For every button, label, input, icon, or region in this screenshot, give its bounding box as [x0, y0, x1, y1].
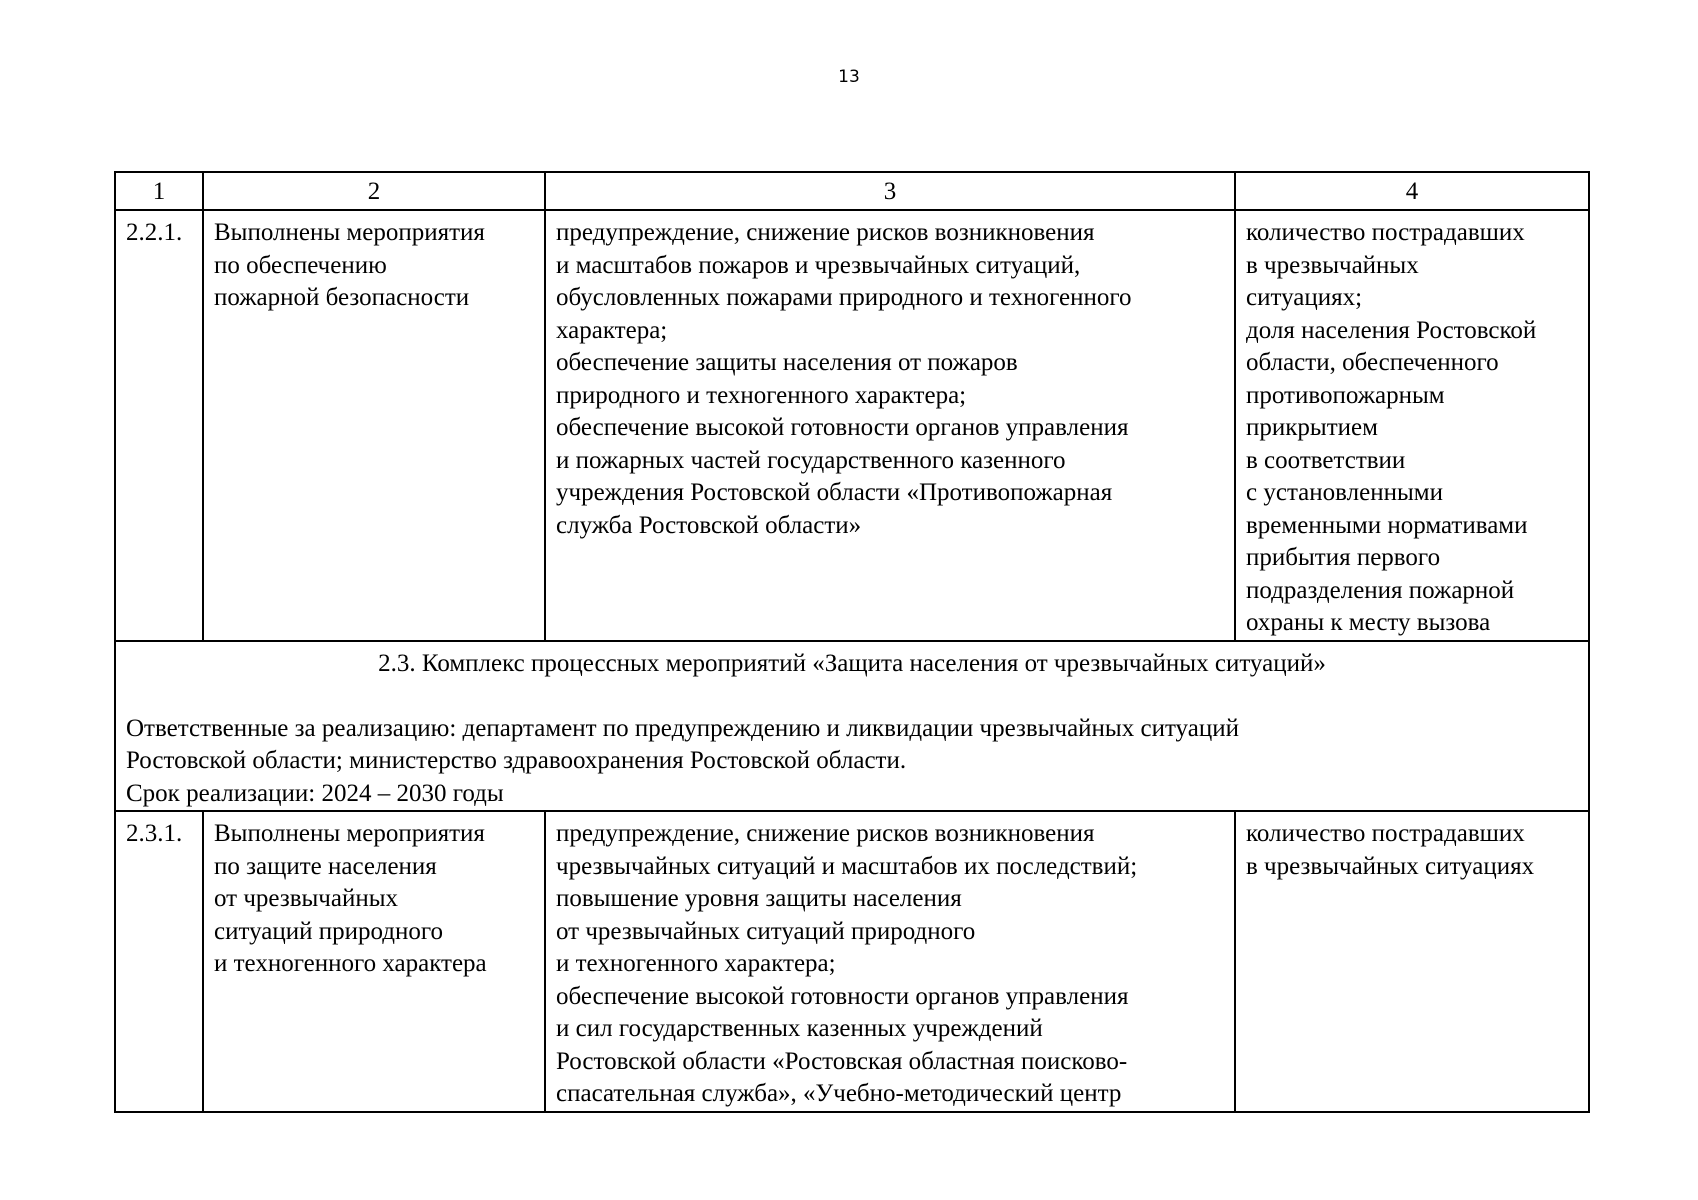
cell-line: спасательная служба», «Учебно-методический центр — [556, 1080, 1122, 1107]
measure-description-cell — [545, 811, 1235, 1112]
cell-line: в чрезвычайных — [1246, 251, 1419, 279]
measures-table — [114, 171, 1590, 1113]
table-header-row — [115, 172, 1589, 210]
cell-line: предупреждение, снижение рисков возникновения — [556, 820, 1095, 847]
cell-line: доля населения Ростовской — [1246, 316, 1537, 344]
row-number: 2.3.1. — [115, 811, 203, 1112]
measure-description-cell — [545, 210, 1235, 641]
section-title: 2.3. Комплекс процессных мероприятий «Защита населения от чрезвычайных ситуаций» — [378, 649, 1326, 677]
measure-name-cell — [203, 210, 545, 641]
cell-line: Ростовской области «Ростовская областная поисково- — [556, 1047, 1128, 1075]
cell-line: от чрезвычайных — [214, 885, 399, 912]
cell-line: обеспечение высокой готовности органов управления — [556, 982, 1129, 1010]
cell-line: ситуаций природного — [214, 917, 443, 945]
cell-line: по обеспечению — [214, 251, 387, 279]
cell-line: Выполнены мероприятия — [214, 820, 485, 847]
header-col-1: 1 — [115, 172, 203, 210]
cell-line: Выполнены мероприятия — [214, 219, 485, 246]
section-line: Срок реализации: 2024 – 2030 годы — [126, 779, 504, 807]
indicator-cell — [1235, 210, 1589, 641]
header-col-2: 2 — [203, 172, 545, 210]
cell-line: от чрезвычайных ситуаций природного — [556, 917, 976, 945]
measure-name-cell — [203, 811, 545, 1112]
cell-line: в чрезвычайных ситуациях — [1246, 852, 1535, 880]
cell-line: обеспечение высокой готовности органов управления — [556, 414, 1129, 441]
cell-line: с установленными — [1246, 479, 1443, 506]
cell-line: обеспечение защиты населения от пожаров — [556, 349, 1018, 376]
cell-line: и пожарных частей государственного казенного — [556, 446, 1066, 474]
cell-line: предупреждение, снижение рисков возникновения — [556, 219, 1095, 246]
cell-line: области, обеспеченного — [1246, 349, 1499, 376]
cell-line: ситуациях; — [1246, 284, 1363, 311]
cell-line: количество пострадавших — [1246, 820, 1525, 847]
table-row-2-2-1 — [115, 210, 1589, 641]
cell-line: повышение уровня защиты населения — [556, 885, 962, 912]
cell-line: чрезвычайных ситуаций и масштабов их последствий; — [556, 852, 1138, 880]
page-number: 13 — [838, 67, 860, 87]
cell-line: пожарной безопасности — [214, 284, 470, 311]
cell-line: прикрытием — [1246, 414, 1378, 441]
cell-line: подразделения пожарной — [1246, 576, 1515, 604]
table-row-2-3-1 — [115, 811, 1589, 1112]
cell-line: количество пострадавших — [1246, 219, 1525, 246]
cell-line: охраны к месту вызова — [1246, 609, 1491, 636]
cell-line: в соответствии — [1246, 446, 1406, 474]
cell-line: и сил государственных казенных учреждений — [556, 1015, 1043, 1042]
cell-line: природного и техногенного характера; — [556, 381, 967, 409]
section-row-2-3 — [115, 641, 1589, 812]
indicator-cell — [1235, 811, 1589, 1112]
header-col-4: 4 — [1235, 172, 1589, 210]
cell-line: временными нормативами — [1246, 511, 1528, 539]
section-line: Ростовской области; министерство здравоохранения Ростовской области. — [126, 747, 907, 774]
section-spacer — [126, 680, 1578, 713]
cell-line: обусловленных пожарами природного и техногенного — [556, 284, 1132, 311]
section-cell — [115, 641, 1589, 812]
cell-line: противопожарным — [1246, 381, 1445, 409]
cell-line: учреждения Ростовской области «Противопожарная — [556, 479, 1113, 506]
header-col-3: 3 — [545, 172, 1235, 210]
cell-line: прибытия первого — [1246, 544, 1441, 571]
cell-line: и масштабов пожаров и чрезвычайных ситуаций, — [556, 251, 1081, 279]
row-number: 2.2.1. — [115, 210, 203, 641]
cell-line: и техногенного характера — [214, 950, 487, 977]
cell-line: служба Ростовской области» — [556, 511, 862, 539]
section-line: Ответственные за реализацию: департамент по предупреждению и ликвидации чрезвычайных ситуаций — [126, 714, 1239, 742]
cell-line: характера; — [556, 316, 668, 344]
cell-line: и техногенного характера; — [556, 950, 836, 977]
cell-line: по защите населения — [214, 852, 437, 880]
